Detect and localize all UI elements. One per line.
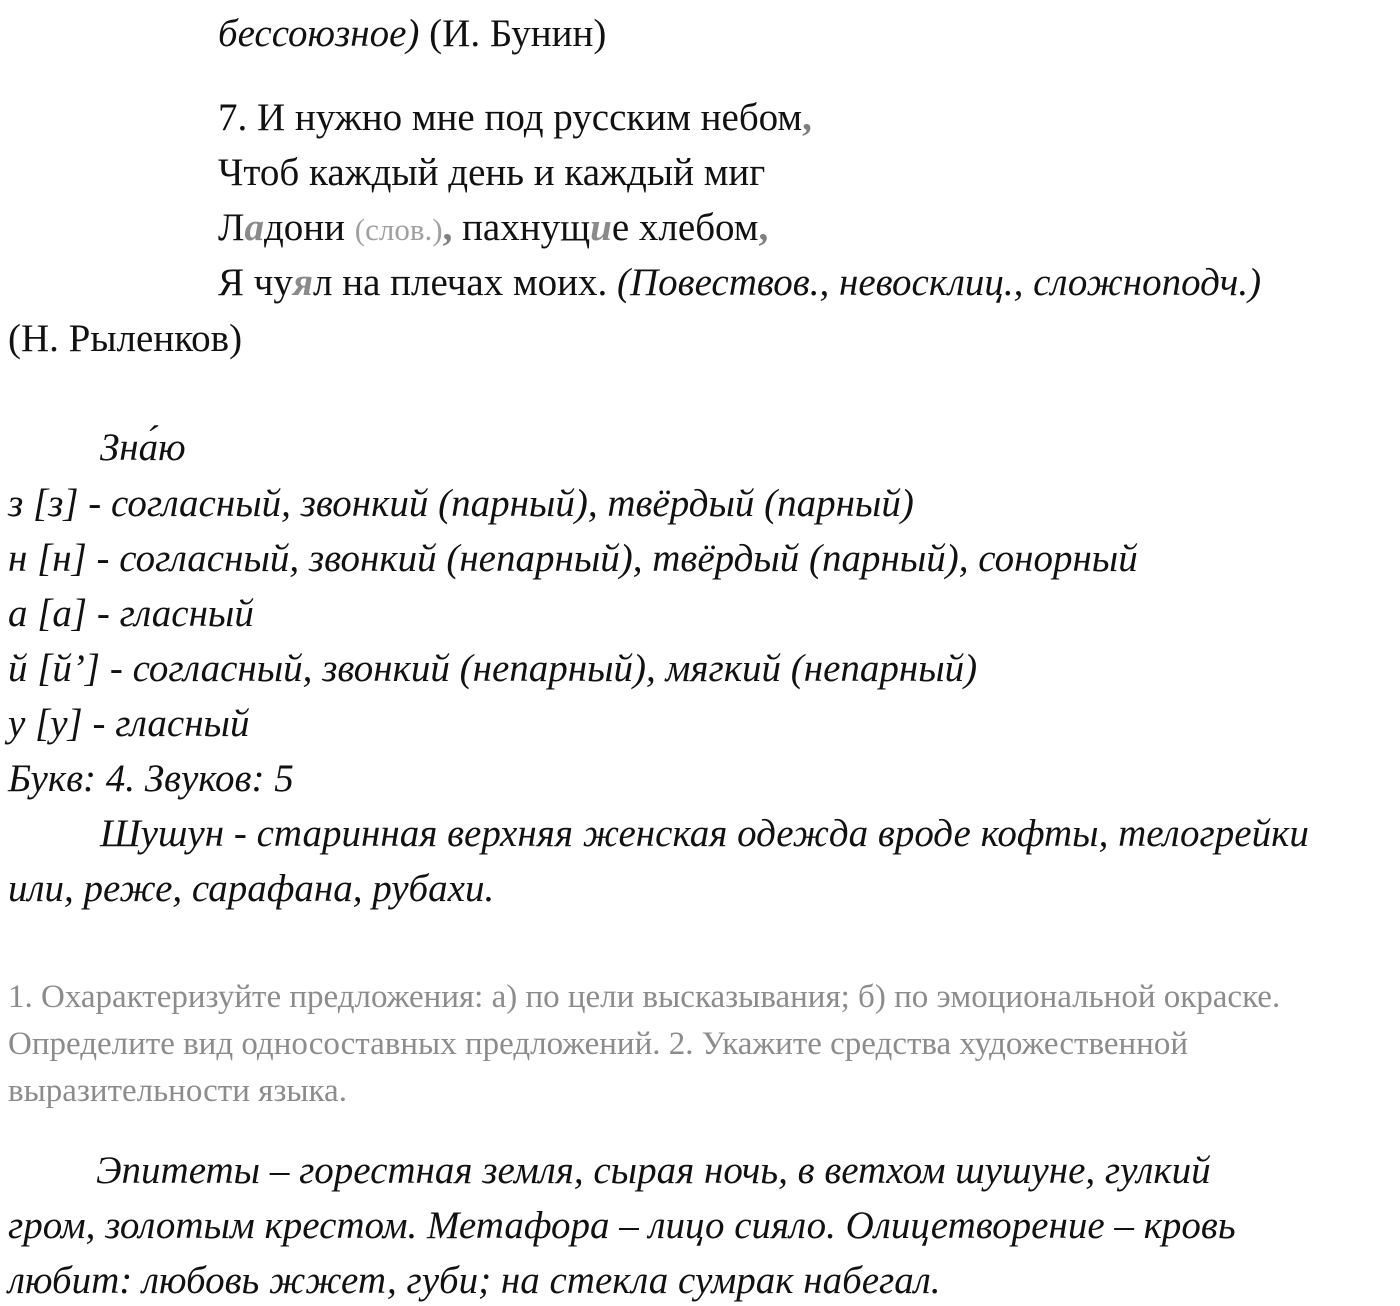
poem-line-4	[218, 259, 1261, 307]
sentence-characteristics: (Повествов., невосклиц., сложноподч.)	[617, 261, 1262, 304]
task-line-2: Определите вид односоставных предложений. 2. Укажите средства художественной	[8, 1026, 1188, 1062]
answer-line-1: Эпитеты – горестная земля, сырая ночь, в ветхом шушуне, гулкий	[96, 1149, 1211, 1192]
definition-line-1: Шушун - старинная верхняя женская одежда вроде кофты, телогрейки	[100, 812, 1309, 855]
author-rylenkov: (Н. Рыленков)	[8, 317, 243, 360]
poem-text: дони	[263, 206, 355, 249]
highlighted-vowel: а	[244, 206, 264, 249]
poem-text: л на плечах моих.	[312, 261, 618, 304]
answer-line-2: гром, золотым крестом. Метафора – лицо сияло. Олицетворение – кровь	[8, 1204, 1236, 1247]
sentence-type-tail: бессоюзное)	[218, 12, 420, 55]
highlighted-vowel: и	[590, 206, 612, 249]
previous-sentence-tail	[218, 10, 606, 58]
phonetic-row: н [н] - согласный, звонкий (непарный), твёрдый (парный), сонорный	[8, 537, 1138, 580]
phonetic-row: у [у] - гласный	[8, 702, 250, 745]
poem-line-2	[218, 149, 765, 197]
poem-line-1-text: 7. И нужно мне под русским небом	[218, 96, 803, 139]
phonetic-summary: Букв: 4. Звуков: 5	[8, 757, 294, 800]
dictionary-note: (слов.)	[354, 212, 443, 247]
poem-text: е хлебом	[611, 206, 759, 249]
punctuation-mark: ,	[758, 206, 769, 249]
answer-line-3: любит: любовь жжет, губи; на стекла сумрак набегал.	[8, 1259, 941, 1302]
task-line-3: выразительности языка.	[8, 1073, 347, 1109]
punctuation-mark: ,	[442, 206, 453, 249]
poem-line-2-text: Чтоб каждый день и каждый миг	[218, 151, 766, 194]
poem-text: пахнущ	[452, 206, 591, 249]
phonetic-word: Зна́ю	[100, 426, 186, 469]
phonetic-row: а [а] - гласный	[8, 592, 254, 635]
phonetic-row: з [з] - согласный, звонкий (парный), твёрдый (парный)	[8, 482, 914, 525]
punctuation-mark: ,	[802, 96, 812, 139]
poem-line-1	[218, 94, 812, 142]
poem-text: Л	[218, 206, 245, 249]
task-line-1: 1. Охарактеризуйте предложения: а) по цели высказывания; б) по эмоциональной окраске.	[8, 979, 1281, 1015]
phonetic-row: й [й’] - согласный, звонкий (непарный), мягкий (непарный)	[8, 647, 978, 690]
poem-line-3	[218, 204, 768, 254]
author-bunin: (И. Бунин)	[419, 12, 607, 55]
poem-text: Я чу	[218, 261, 293, 304]
highlighted-vowel: я	[292, 261, 313, 304]
definition-line-2: или, реже, сарафана, рубахи.	[8, 867, 495, 910]
